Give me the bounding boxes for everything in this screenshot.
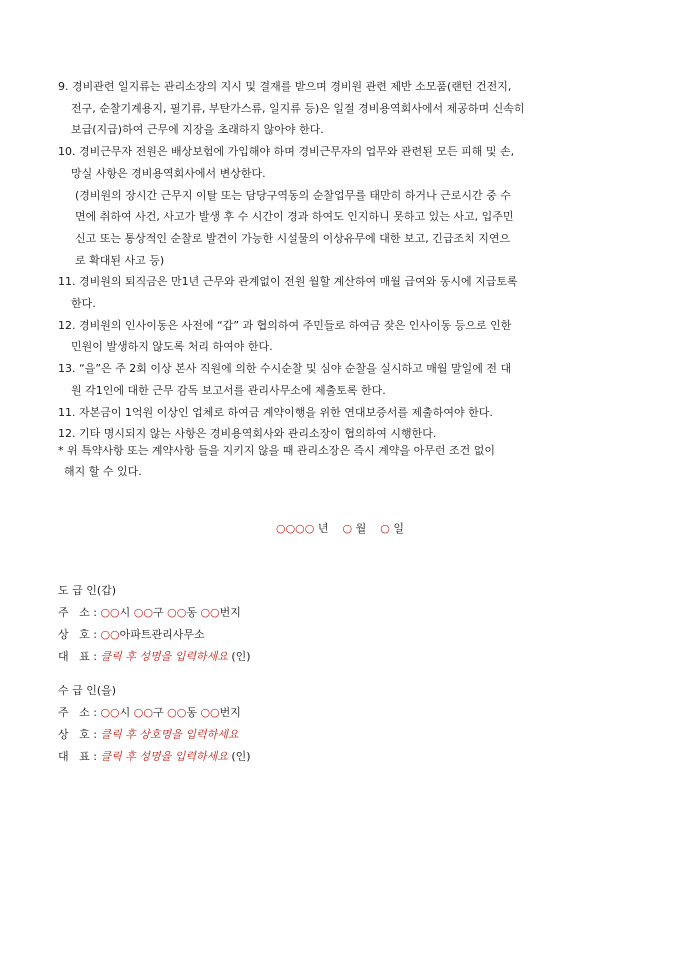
address-label: 주 소 : xyxy=(58,606,97,619)
clause-list xyxy=(58,76,624,445)
clause-line: 망실 사항은 경비용역회사에서 변상한다. xyxy=(71,166,266,180)
clause-11b xyxy=(58,402,624,424)
special-note-line: 해지 할 수 있다. xyxy=(64,465,142,478)
note-line: 로 확대된 사고 등) xyxy=(75,253,165,267)
date-year-field[interactable]: ○○○○ xyxy=(275,522,315,535)
address-dong-field[interactable]: ○○ xyxy=(167,706,187,719)
clause-10-note xyxy=(58,185,624,272)
company-name-field[interactable]: 클릭 후 상호명을 입력하세요 xyxy=(100,728,239,741)
clause-line: 13. “을”은 주 2회 이상 본사 직원에 의한 수시순찰 및 심야 순찰을 실시하고 매월 말일에 전 대 xyxy=(58,362,512,376)
address-city-unit: 시 xyxy=(119,606,134,619)
date-month-unit: 월 xyxy=(355,522,367,535)
contractor-b-block xyxy=(58,680,251,768)
contractor-a-representative xyxy=(58,646,251,668)
address-city-field[interactable]: ○○ xyxy=(100,606,120,619)
contract-date xyxy=(0,520,680,536)
clause-line: 9. 경비관련 일지류는 관리소장의 지시 및 결재를 받으며 경비원 관련 제반 소모품(랜턴 건전지, xyxy=(58,80,512,93)
company-prefix-field[interactable]: ○○ xyxy=(100,628,120,641)
clause-line: 한다. xyxy=(71,297,96,311)
address-district-unit: 구 xyxy=(152,706,168,719)
clause-12 xyxy=(58,315,624,358)
company-suffix: 아파트관리사무소 xyxy=(119,628,205,641)
contractor-a-block xyxy=(58,580,251,668)
contractor-b-address xyxy=(58,702,251,724)
address-label: 주 소 : xyxy=(58,706,97,719)
address-lot-unit: 번지 xyxy=(219,706,241,719)
clause-11 xyxy=(58,271,624,314)
contractor-a-address xyxy=(58,602,251,624)
special-note xyxy=(58,440,624,482)
clause-9 xyxy=(58,76,624,141)
address-lot-field[interactable]: ○○ xyxy=(200,606,220,619)
address-city-unit: 시 xyxy=(119,706,134,719)
contractor-b-heading: 수 급 인(을) xyxy=(58,684,117,697)
clause-line: 보급(지급)하여 근무에 지장을 초래하지 않아야 한다. xyxy=(71,123,324,137)
clause-line: 11. 경비원의 퇴직금은 만1년 근무와 관계없이 전원 월할 계산하여 매월 급여와 동시에 지급토록 xyxy=(58,275,518,289)
contractor-a-heading: 도 급 인(갑) xyxy=(58,584,117,597)
rep-name-field[interactable]: 클릭 후 성명을 입력하세요 xyxy=(100,750,228,763)
seal-mark: (인) xyxy=(231,750,251,763)
company-label: 상 호 : xyxy=(58,628,97,641)
clause-line: 12. 경비원의 인사이동은 사전에 “갑” 과 협의하여 주민들로 하여금 잦은 인사이동 등으로 인한 xyxy=(58,318,512,332)
address-district-field[interactable]: ○○ xyxy=(133,706,153,719)
rep-name-field[interactable]: 클릭 후 성명을 입력하세요 xyxy=(100,650,228,663)
contractor-a-company xyxy=(58,624,251,646)
clause-10 xyxy=(58,141,624,271)
note-line: (경비원의 장시간 근무지 이탈 또는 담당구역동의 순찰업무를 태만히 하거나 근로시간 중 수 xyxy=(75,188,511,202)
contractor-b-representative xyxy=(58,746,251,768)
address-dong-unit: 동 xyxy=(186,606,201,619)
company-label: 상 호 : xyxy=(58,728,97,741)
address-dong-unit: 동 xyxy=(186,706,201,719)
date-day-unit: 일 xyxy=(393,522,405,535)
clause-line: 11. 자본금이 1억원 이상인 업체로 하여금 계약이행을 위한 연대보증서를 제출하여야 한다. xyxy=(58,405,493,419)
clause-line: 전구, 순찰기계용지, 필기류, 부탄가스류, 일지류 등)은 일절 경비용역회사에서 제공하며 신속히 xyxy=(71,101,525,115)
note-line: 신고 또는 통상적인 순찰로 발견이 가능한 시설물의 이상유무에 대한 보고, 긴급조치 지연으 xyxy=(75,231,511,245)
address-district-unit: 구 xyxy=(152,606,168,619)
address-city-field[interactable]: ○○ xyxy=(100,706,120,719)
clause-line: 원 각1인에 대한 근무 감독 보고서를 관리사무소에 제출토록 한다. xyxy=(71,383,386,397)
clause-13 xyxy=(58,358,624,401)
clause-line: 민원이 발생하지 않도록 처리 하여야 한다. xyxy=(71,340,273,354)
clause-line: 12. 기타 명시되지 않는 사항은 경비용역회사와 관리소장이 협의하여 시행한다. xyxy=(58,427,437,441)
address-lot-field[interactable]: ○○ xyxy=(200,706,220,719)
clause-line: 10. 경비근무자 전원은 배상보험에 가입해야 하며 경비근무자의 업무와 관련된 모든 피해 및 손, xyxy=(58,145,515,159)
date-day-field[interactable]: ○ xyxy=(380,522,390,535)
note-line: 면에 취하여 사건, 사고가 발생 후 수 시간이 경과 하여도 인지하니 못하고 있는 사고, 입주민 xyxy=(75,210,514,224)
address-district-field[interactable]: ○○ xyxy=(133,606,153,619)
seal-mark: (인) xyxy=(231,650,251,663)
rep-label: 대 표 : xyxy=(58,650,97,663)
date-month-field[interactable]: ○ xyxy=(342,522,353,535)
date-year-unit: 년 xyxy=(317,522,329,535)
address-dong-field[interactable]: ○○ xyxy=(167,606,187,619)
special-note-line: * 위 특약사항 또는 계약사항 들을 지키지 않을 때 관리소장은 즉시 계약을 아무런 조건 없이 xyxy=(58,444,495,457)
address-lot-unit: 번지 xyxy=(219,606,241,619)
rep-label: 대 표 : xyxy=(58,750,97,763)
contractor-b-company xyxy=(58,724,251,746)
